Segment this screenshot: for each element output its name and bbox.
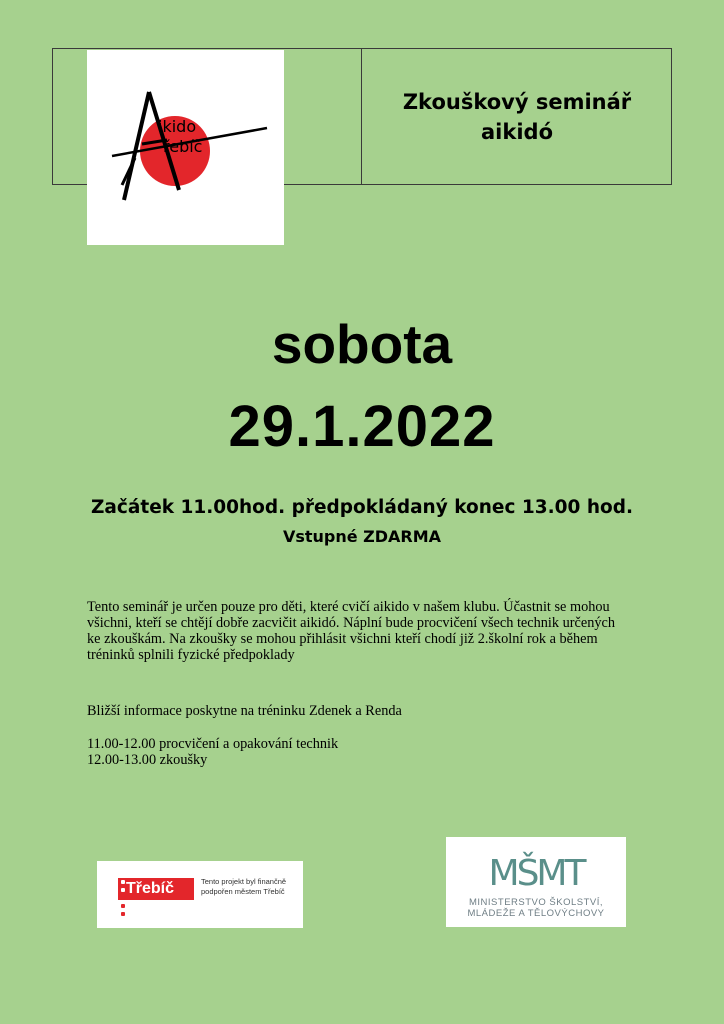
- msmt-text: [446, 897, 626, 919]
- seminar-title-line2: aikidó: [481, 119, 553, 144]
- event-entry: Vstupné ZDARMA: [282, 527, 442, 546]
- msmt-emblem-icon: [446, 837, 626, 897]
- seminar-title: [362, 48, 672, 185]
- description-line: všichni, kteří se chtějí dobře zacvičit aikidó. Náplní bude procvičení všech technik určených: [87, 615, 616, 631]
- msmt-line2: MLÁDEŽE A TĚLOVÝCHOVY: [467, 908, 605, 919]
- trebic-dots-icon: [121, 880, 125, 918]
- event-date: 29.1.2022: [228, 394, 496, 459]
- trebic-sponsor-logo: [97, 861, 303, 928]
- info-text: Bližší informace poskytne na tréninku Zdenek a Renda: [87, 703, 402, 719]
- msmt-logo: [446, 837, 626, 927]
- trebic-wordmark: Třebíč: [118, 878, 194, 900]
- aikido-trebic-logo: [87, 50, 284, 245]
- schedule-item: 11.00-12.00 procvičení a opakování technik: [87, 736, 339, 752]
- description-line: Tento seminář je určen pouze pro děti, které cvičí aikido v našem klubu. Účastnit se mohou: [87, 599, 610, 615]
- event-day: sobota: [271, 313, 453, 375]
- event-time: Začátek 11.00hod. předpokládaný konec 13.00 hod.: [91, 497, 633, 518]
- description-line: ke zkouškám. Na zkoušky se mohou přihlásit všichni kteří chodí již 2.školní rok a během: [87, 631, 598, 647]
- trebic-sponsor-line2: podpořen městem Třebíč: [201, 887, 285, 896]
- description: [87, 599, 647, 663]
- logo-text-rebic: řebíč: [163, 137, 203, 156]
- schedule-item: 12.00-13.00 zkoušky: [87, 752, 208, 768]
- description-line: tréninků splnili fyzické předpoklady: [87, 647, 295, 663]
- schedule: [87, 736, 647, 768]
- trebic-sponsor-line1: Tento projekt byl finančně: [201, 877, 287, 886]
- seminar-title-line1: Zkouškový seminář: [402, 89, 632, 114]
- logo-text-ikido: ikido: [158, 117, 197, 136]
- trebic-sponsor-text: [201, 877, 301, 897]
- msmt-line1: MINISTERSTVO ŠKOLSTVÍ,: [469, 897, 603, 908]
- msmt-wordmark: MŠMT: [488, 853, 584, 894]
